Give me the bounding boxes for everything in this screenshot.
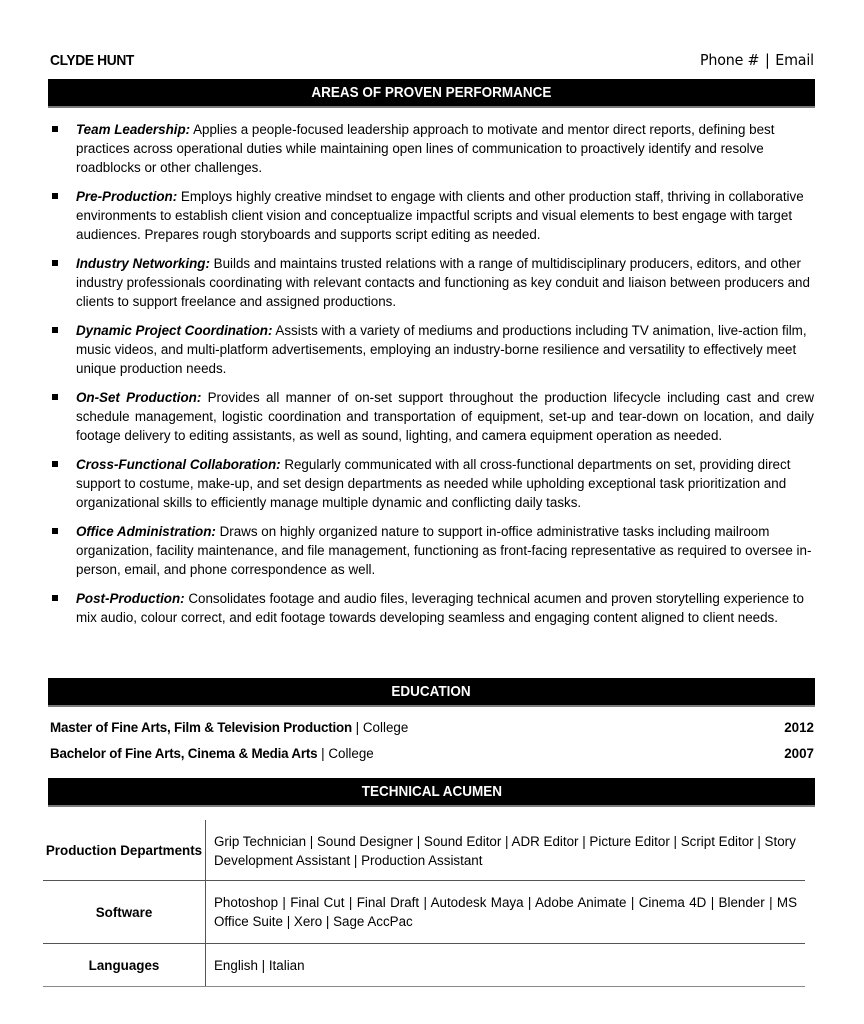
section-title: EDUCATION xyxy=(391,683,472,700)
list-item xyxy=(50,388,814,445)
technical-table xyxy=(43,820,805,987)
item-lead: Post-Production: xyxy=(76,591,185,606)
table-row xyxy=(43,881,805,944)
degree-name: Master of Fine Arts, Film & Television Production xyxy=(50,720,352,735)
degree-name: Bachelor of Fine Arts, Cinema & Media Arts xyxy=(50,746,318,761)
bullet-square-icon xyxy=(52,260,58,266)
section-header-performance xyxy=(48,79,815,108)
value-cell: Photoshop | Final Cut | Final Draft | Autodesk Maya | Adobe Animate | Cinema 4D | Blender | MS Office Suite | Xero | Sage AccPac xyxy=(206,881,806,944)
item-lead: Team Leadership: xyxy=(76,122,191,137)
section-title: TECHNICAL ACUMEN xyxy=(361,783,502,800)
bullet-square-icon xyxy=(52,595,58,601)
graduation-year: 2012 xyxy=(784,720,814,735)
bullet-square-icon xyxy=(52,193,58,199)
item-lead: Cross-Functional Collaboration: xyxy=(76,457,281,472)
list-item xyxy=(50,254,814,311)
table-row xyxy=(43,820,805,881)
item-text: Draws on highly organized nature to support in-office administrative tasks including mailroom organization, facility maintenance, and file management, functioning as front-facing representative as required to oversee in-person, email, and phone correspondence as well. xyxy=(76,524,812,577)
category-cell: Production Departments xyxy=(43,820,206,881)
bullet-square-icon xyxy=(52,126,58,132)
phone-label: Phone # xyxy=(700,51,760,69)
candidate-name: CLYDE HUNT xyxy=(50,52,134,69)
education-degree-line xyxy=(50,720,408,735)
table-row xyxy=(43,944,805,987)
item-text: Regularly communicated with all cross-functional departments on set, providing direct support to costume, make-up, and set design departments as needed while upholding exceptional task prioritization and organizational skills to efficiently manage multiple dynamic and conflicting daily tasks. xyxy=(76,457,791,510)
list-item xyxy=(50,120,814,177)
section-title: AREAS OF PROVEN PERFORMANCE xyxy=(311,84,552,101)
item-lead: Industry Networking: xyxy=(76,256,210,271)
item-text: Applies a people-focused leadership approach to motivate and mentor direct reports, defining best practices across operational duties while maintaining open lines of communication to proactively identify and resolve roadblocks or other challenges. xyxy=(76,122,775,175)
item-lead: Pre-Production: xyxy=(76,189,178,204)
list-item xyxy=(50,522,814,579)
school-name: | College xyxy=(317,746,374,761)
graduation-year: 2007 xyxy=(784,746,814,761)
item-text: Provides all manner of on-set support throughout the production lifecycle including cast and crew schedule management, logistic coordination and transportation of equipment, set-up and tear-down on location, and daily footage delivery to editing assistants, as well as sound, lighting, and camera equipment operation as needed. xyxy=(76,390,814,443)
contact-separator: | xyxy=(765,51,770,69)
bullet-square-icon xyxy=(52,394,58,400)
item-lead: On-Set Production: xyxy=(76,390,202,405)
value-cell: Grip Technician | Sound Designer | Sound Editor | ADR Editor | Picture Editor | Script Editor | Story Development Assistant | Production Assistant xyxy=(206,820,806,881)
item-text: Builds and maintains trusted relations with a range of multidisciplinary producers, editors, and other industry professionals coordinating with relevant contacts and functioning as key conduit and liaison between producers and clients to support freelance and assigned productions. xyxy=(76,256,810,309)
email-label: Email xyxy=(775,51,814,69)
bullet-square-icon xyxy=(52,528,58,534)
list-item xyxy=(50,589,814,627)
item-lead: Office Administration: xyxy=(76,524,216,539)
category-cell: Software xyxy=(43,881,206,944)
section-header-technical xyxy=(48,778,815,807)
bullet-square-icon xyxy=(52,461,58,467)
education-entry xyxy=(50,746,814,761)
item-lead: Dynamic Project Coordination: xyxy=(76,323,273,338)
school-name: | College xyxy=(351,720,409,735)
category-cell: Languages xyxy=(43,944,206,987)
item-text: Consolidates footage and audio files, leveraging technical acumen and proven storytelling experience to mix audio, colour correct, and edit footage towards developing seamless and engaging content aligned to client needs. xyxy=(76,591,804,625)
list-item xyxy=(50,187,814,244)
item-text: Assists with a variety of mediums and productions including TV animation, live-action film, music videos, and multi-platform advertisements, employing an industry-borne resilience and versatility to effectively meet unique production needs. xyxy=(76,323,807,376)
list-item xyxy=(50,321,814,378)
list-item xyxy=(50,455,814,512)
value-cell: English | Italian xyxy=(206,944,806,987)
item-text: Employs highly creative mindset to engage with clients and other production staff, thriving in collaborative environments to establish client vision and conceptualize impactful scripts and visual elements to best engage with target audiences. Prepares rough storyboards and supports script editing as needed. xyxy=(76,189,804,242)
contact-info xyxy=(700,51,814,69)
education-degree-line xyxy=(50,746,374,761)
section-header-education xyxy=(48,678,815,707)
bullet-square-icon xyxy=(52,327,58,333)
education-entry xyxy=(50,720,814,735)
performance-list xyxy=(50,120,814,637)
